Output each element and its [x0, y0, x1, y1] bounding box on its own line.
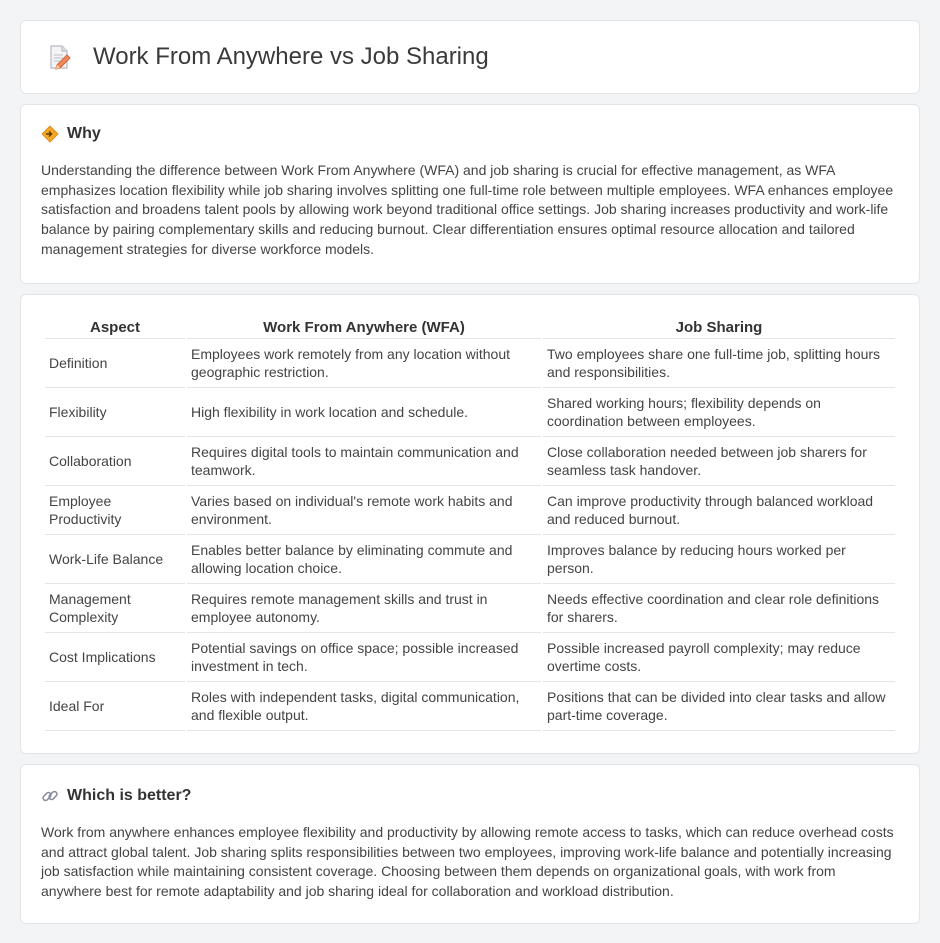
job-sharing-cell: Two employees share one full-time job, splitting hours and responsibilities.: [543, 339, 895, 388]
table-header-row: [45, 315, 895, 339]
wfa-cell: Requires digital tools to maintain communication and teamwork.: [187, 437, 541, 486]
header-aspect: Aspect: [45, 315, 185, 339]
header-wfa: Work From Anywhere (WFA): [187, 315, 541, 339]
aspect-cell: Definition: [45, 339, 185, 388]
comparison-section: [20, 294, 920, 754]
title-card: [20, 20, 920, 94]
job-sharing-cell: Close collaboration needed between job sharers for seamless task handover.: [543, 437, 895, 486]
table-row: [45, 535, 895, 584]
why-text: Understanding the difference between Work From Anywhere (WFA) and job sharing is crucial for effective management, as WFA emphasizes location flexibility while job sharing involves splitting one full-time role between multiple employees. WFA enhances employee satisfaction and broadens talent pools by allowing work beyond traditional office settings. Job sharing increases productivity and work-life balance by pairing complementary skills and reducing burnout. Clear differentiation ensures optimal resource allocation and tailored management strategies for diverse workforce models.: [41, 162, 894, 257]
aspect-cell: Management Complexity: [45, 584, 185, 633]
document-pencil-icon: [45, 43, 73, 71]
table-row: [45, 437, 895, 486]
which-section: [20, 764, 920, 924]
which-heading-row: [41, 787, 899, 805]
job-sharing-cell: Positions that can be divided into clear tasks and allow part-time coverage.: [543, 682, 895, 731]
aspect-cell: Cost Implications: [45, 633, 185, 682]
aspect-cell: Flexibility: [45, 388, 185, 437]
why-heading: Why: [67, 125, 101, 142]
table-row: [45, 633, 895, 682]
header-job-sharing: Job Sharing: [543, 315, 895, 339]
table-row: [45, 486, 895, 535]
table-row: [45, 682, 895, 731]
comparison-table: [43, 315, 897, 731]
aspect-cell: Work-Life Balance: [45, 535, 185, 584]
which-heading: Which is better?: [67, 787, 192, 804]
job-sharing-cell: Improves balance by reducing hours worked per person.: [543, 535, 895, 584]
wfa-cell: Varies based on individual's remote work habits and environment.: [187, 486, 541, 535]
aspect-cell: Ideal For: [45, 682, 185, 731]
wfa-cell: Requires remote management skills and trust in employee autonomy.: [187, 584, 541, 633]
job-sharing-cell: Needs effective coordination and clear role definitions for sharers.: [543, 584, 895, 633]
why-section: [20, 104, 920, 284]
wfa-cell: Potential savings on office space; possible increased investment in tech.: [187, 633, 541, 682]
aspect-cell: Employee Productivity: [45, 486, 185, 535]
wfa-cell: Employees work remotely from any location without geographic restriction.: [187, 339, 541, 388]
job-sharing-cell: Shared working hours; flexibility depends on coordination between employees.: [543, 388, 895, 437]
table-row: [45, 339, 895, 388]
why-heading-row: [41, 125, 899, 143]
wfa-cell: High flexibility in work location and schedule.: [187, 388, 541, 437]
job-sharing-cell: Possible increased payroll complexity; may reduce overtime costs.: [543, 633, 895, 682]
aspect-cell: Collaboration: [45, 437, 185, 486]
wfa-cell: Roles with independent tasks, digital communication, and flexible output.: [187, 682, 541, 731]
diamond-arrows-icon: [41, 125, 59, 143]
job-sharing-cell: Can improve productivity through balanced workload and reduced burnout.: [543, 486, 895, 535]
which-text: Work from anywhere enhances employee flexibility and productivity by allowing remote access to tasks, which can reduce overhead costs and attract global talent. Job sharing splits responsibilities between two employees, improving work-life balance and potentially increasing job satisfaction while maintaining consistent coverage. Choosing between them depends on organizational goals, with work from anywhere best for remote adaptability and job sharing ideal for collaboration and workload distribution.: [41, 824, 894, 900]
table-row: [45, 584, 895, 633]
link-icon: [41, 787, 59, 805]
table-row: [45, 388, 895, 437]
wfa-cell: Enables better balance by eliminating commute and allowing location choice.: [187, 535, 541, 584]
page-title: Work From Anywhere vs Job Sharing: [93, 43, 489, 70]
